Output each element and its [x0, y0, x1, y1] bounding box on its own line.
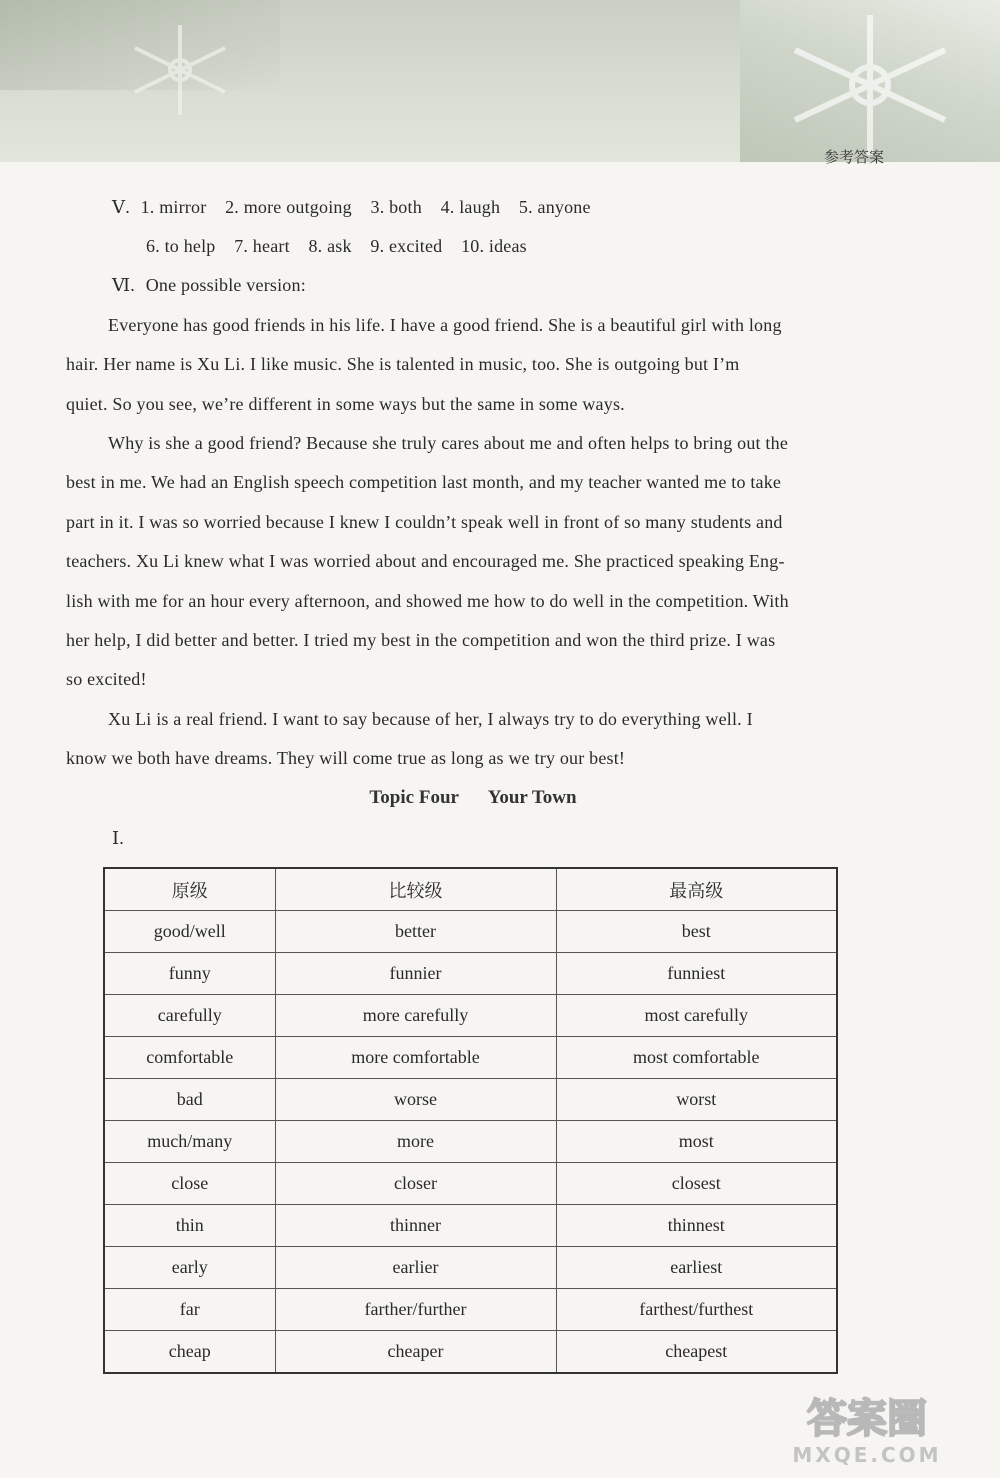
table-cell: worse [275, 1079, 556, 1121]
table-cell: more comfortable [275, 1037, 556, 1079]
table-row [104, 953, 837, 995]
comparison-table [103, 867, 838, 1374]
table-row [104, 1331, 837, 1374]
table-cell: earliest [556, 1247, 837, 1289]
table-header-cell: 比较级 [275, 868, 556, 911]
table-cell: better [275, 911, 556, 953]
answer-item: 9. excited [370, 236, 443, 256]
topic-title-right: Your Town [487, 787, 577, 808]
svg-text:答案圈: 答案圈 [807, 1396, 927, 1442]
table-header-cell: 最高级 [556, 868, 837, 911]
table-row [104, 1037, 837, 1079]
answer-item: 5. anyone [518, 197, 591, 217]
svg-text:MXQE.COM: MXQE.COM [792, 1443, 942, 1467]
section-v-row-1 [112, 196, 605, 218]
header-banner [0, 0, 1000, 162]
table-cell: more carefully [275, 995, 556, 1037]
essay-line: lish with me for an hour every afternoon, and showed me how to do well in the competition. With [66, 591, 789, 611]
answer-item: 10. ideas [461, 236, 527, 256]
section-v-numeral: Ⅴ. [112, 197, 130, 217]
page-header-label: 参考答案 [823, 148, 884, 166]
essay-line: quiet. So you see, we’re different in some ways but the same in some ways. [66, 394, 625, 414]
table-cell: most [556, 1121, 837, 1163]
table-cell: worst [556, 1079, 837, 1121]
table-cell: thinnest [556, 1205, 837, 1247]
table-header-cell: 原级 [104, 868, 275, 911]
table-cell: earlier [275, 1247, 556, 1289]
table-cell: closer [275, 1163, 556, 1205]
table-cell: farther/further [275, 1289, 556, 1331]
table-header-row [104, 868, 837, 911]
table-cell: farthest/furthest [556, 1289, 837, 1331]
table-cell: funny [104, 953, 275, 995]
table-cell: bad [104, 1079, 275, 1121]
table-cell: thinner [275, 1205, 556, 1247]
table-cell: much/many [104, 1121, 275, 1163]
snowflake-icon [120, 20, 240, 120]
section-vi-heading [112, 274, 306, 296]
table-cell: more [275, 1121, 556, 1163]
section-vi-intro: One possible version: [145, 275, 306, 295]
table-row [104, 1289, 837, 1331]
table-cell: close [104, 1163, 275, 1205]
topic-title-left: Topic Four [369, 787, 459, 808]
answer-item: 6. to help [146, 236, 216, 256]
essay-line: teachers. Xu Li knew what I was worried about and encouraged me. She practiced speaking Eng- [66, 551, 785, 571]
table-cell: cheapest [556, 1331, 837, 1374]
section-i-numeral: Ⅰ. [112, 828, 125, 848]
table-cell: good/well [104, 911, 275, 953]
table-cell: cheap [104, 1331, 275, 1374]
table-cell: comfortable [104, 1037, 275, 1079]
topic-title [0, 787, 946, 809]
answer-item: 8. ask [308, 236, 352, 256]
answer-item: 4. laugh [440, 197, 501, 217]
snowflake-icon [770, 10, 970, 160]
watermark-logo [752, 1390, 982, 1470]
table-row [104, 1205, 837, 1247]
table-cell: thin [104, 1205, 275, 1247]
essay-line: know we both have dreams. They will come true as long as we try our best! [66, 748, 626, 768]
table-cell: best [556, 911, 837, 953]
table-cell: cheaper [275, 1331, 556, 1374]
essay-line: Why is she a good friend? Because she truly cares about me and often helps to bring out the [108, 433, 789, 453]
table-cell: early [104, 1247, 275, 1289]
section-v-row-2 [146, 235, 541, 257]
table-row [104, 1247, 837, 1289]
answer-item: 7. heart [234, 236, 290, 256]
essay-line: so excited! [66, 669, 147, 689]
table-row [104, 1079, 837, 1121]
table-cell: closest [556, 1163, 837, 1205]
table-row [104, 995, 837, 1037]
answer-item: 3. both [370, 197, 422, 217]
table-cell: funnier [275, 953, 556, 995]
table-cell: most carefully [556, 995, 837, 1037]
essay-line: part in it. I was so worried because I knew I couldn’t speak well in front of so many students and [66, 512, 783, 532]
table-cell: funniest [556, 953, 837, 995]
table-cell: carefully [104, 995, 275, 1037]
table-cell: far [104, 1289, 275, 1331]
section-vi-numeral: Ⅵ. [112, 275, 136, 295]
answer-item: 1. mirror [140, 197, 207, 217]
answer-item: 2. more outgoing [225, 197, 352, 217]
table-row [104, 1121, 837, 1163]
table-row [104, 1163, 837, 1205]
table-cell: most comfortable [556, 1037, 837, 1079]
essay-line: best in me. We had an English speech competition last month, and my teacher wanted me to take [66, 472, 782, 492]
table-row [104, 911, 837, 953]
essay-line: Everyone has good friends in his life. I have a good friend. She is a beautiful girl with long [108, 315, 782, 335]
essay-line: Xu Li is a real friend. I want to say because of her, I always try to do everything well. I [108, 709, 753, 729]
essay-line: her help, I did better and better. I tried my best in the competition and won the third prize. I was [66, 630, 776, 650]
essay-line: hair. Her name is Xu Li. I like music. She is talented in music, too. She is outgoing but I’m [66, 354, 740, 374]
